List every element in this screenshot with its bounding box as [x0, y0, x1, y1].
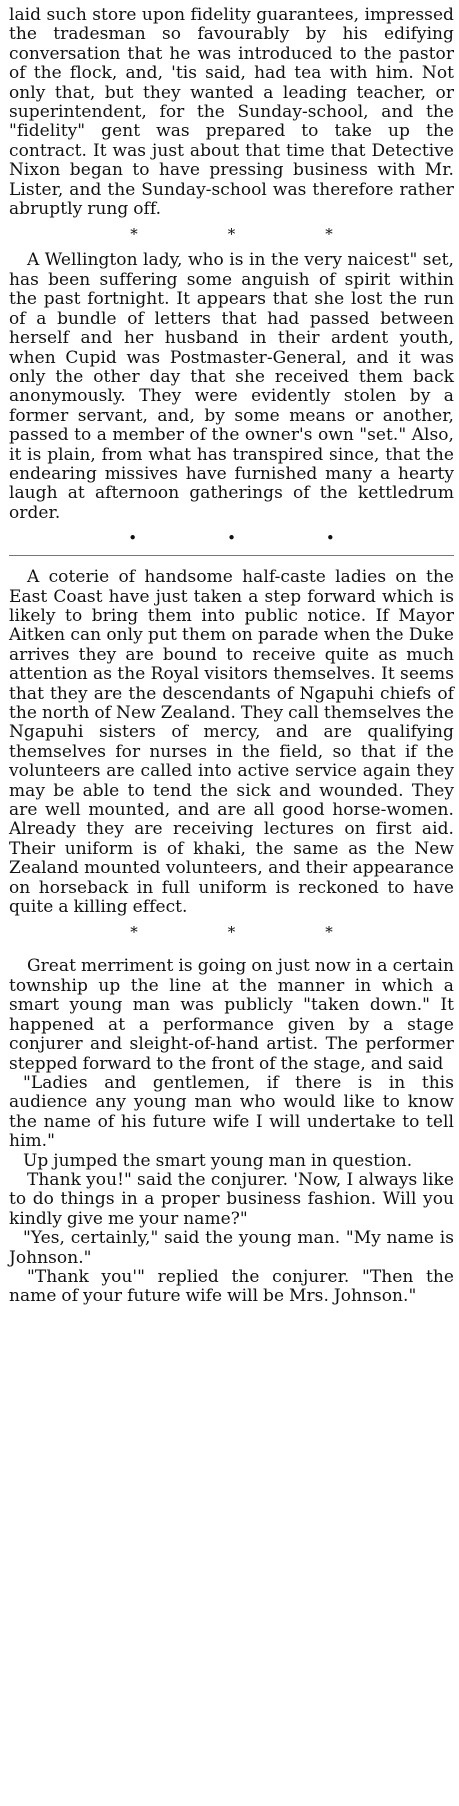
- paragraph-punchline: "Thank you'" replied the conjurer. "Then the name of your future wife will be Mrs. Johnson.": [9, 1266, 454, 1307]
- paragraph-conjurer-speech: "Ladies and gentlemen, if there is in this audience any young man who would like to know the name of his future wife I will undertake to tell him.": [9, 1072, 454, 1152]
- separator-mark: *: [130, 225, 138, 244]
- paragraph-wellington-lady: A Wellington lady, who is in the very naicest" set, has been suffering some anguish of spirit within the past fortnight. It appears that she lost the run of a bundle of letters that had passed between herself and her husband in their ardent youth, when Cupid was Postmaster-General, and it was only the other day that she received them back anonymously. They were evidently stolen by a former servant, and, by some means or another, passed to a member of the owner's own "set." Also, it is plain, from what has transpired since, that the endearing missives have furnished many a hearty laugh at afternoon gatherings of the kettledrum order.: [9, 250, 454, 523]
- separator-mark: •: [128, 529, 138, 548]
- paragraph-young-man-name: "Yes, certainly," said the young man. "My name is Johnson.": [9, 1228, 454, 1268]
- section-separator: [9, 223, 454, 245]
- section-separator: [9, 527, 454, 549]
- section-separator: [9, 921, 454, 943]
- paragraph-half-caste-ladies: A coterie of handsome half-caste ladies on the East Coast have just taken a step forward which is likely to bring them into public notice. If Mayor Aitken can only put them on parade when the Duke arrives they are bound to receive quite as much attention as the Royal visitors themselves. It seems that they are the descendants of Ngapuhi chiefs of the north of New Zealand. They call themselves the Ngapuhi sisters of mercy, and are qualifying themselves for nurses in the field, so that if the volunteers are called into active service again they may be able to tend the sick and wounded. They are well mounted, and are all good horse-women. Already they are receiving lectures on first aid. Their uniform is of khaki, the same as the New Zealand mounted volunteers, and their appearance on horseback in full uniform is reckoned to have quite a killing effect.: [9, 567, 454, 918]
- paragraph-young-man-jumps: Up jumped the smart young man in question.: [23, 1150, 413, 1171]
- paragraph-conjurer-thanks: Thank you!" said the conjurer. 'Now, I always like to do things in a proper business fashion. Will you kindly give me your name?": [9, 1169, 454, 1229]
- paragraph-merriment: Great merriment is going on just now in a certain township up the line at the manner in which a smart young man was publicly "taken down." It happened at a performance given by a stage conjurer and sleight-of-hand artist. The performer stepped forward to the front of the stage, and said: [9, 956, 454, 1074]
- separator-mark: •: [325, 529, 335, 548]
- separator-mark: *: [325, 225, 333, 244]
- separator-mark: •: [227, 529, 236, 548]
- separator-mark: *: [227, 923, 236, 942]
- column-rule: [9, 555, 454, 556]
- separator-mark: *: [325, 923, 333, 942]
- separator-mark: *: [227, 225, 236, 244]
- paragraph-fidelity-gent: laid such store upon fidelity guarantees, impressed the tradesman so favourably by his edifying conversation that he was introduced to the pastor of the flock, and, 'tis said, had tea with him. Not only that, but they wanted a leading teacher, or superintendent, for the Sunday-school, and the "fidelity" gent was prepared to take up the contract. It was just about that time that Detective Nixon began to have pressing business with Mr. Lister, and the Sunday-school was therefore rather abruptly rung off.: [9, 5, 454, 220]
- separator-mark: *: [130, 923, 138, 942]
